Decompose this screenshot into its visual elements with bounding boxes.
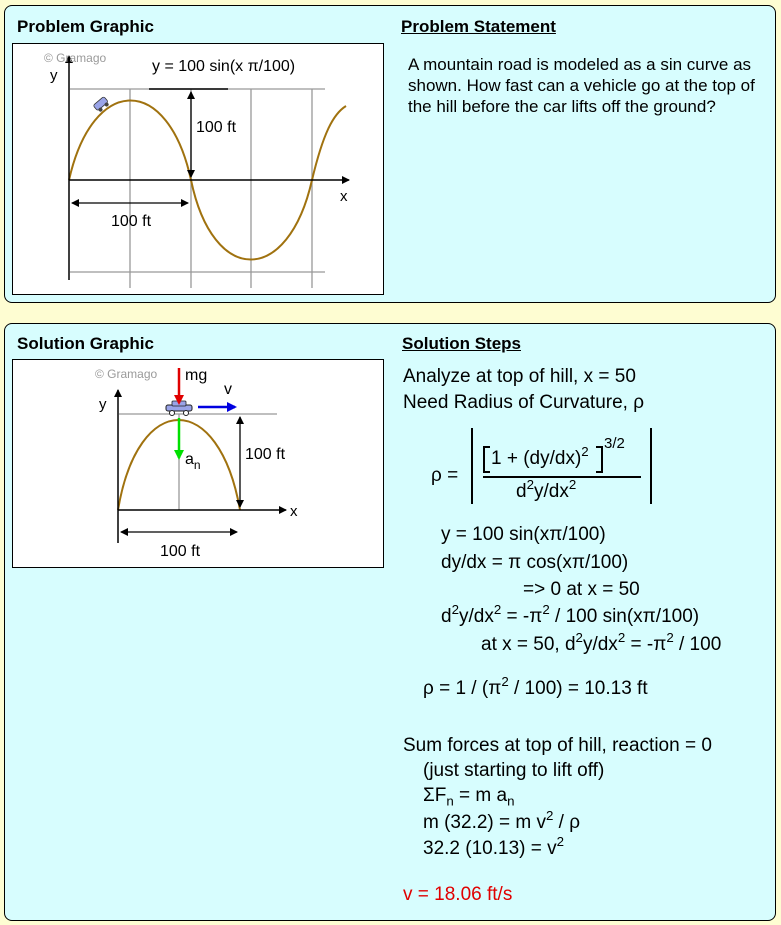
rho-equals: ρ = bbox=[431, 465, 459, 486]
width-label: 100 ft bbox=[111, 213, 152, 230]
step-analyze: Analyze at top of hill, x = 50 bbox=[403, 366, 636, 387]
step-sum-forces: Sum forces at top of hill, reaction = 0 bbox=[403, 735, 712, 756]
step-calc: 32.2 $(10.13) = v^2$ bbox=[423, 834, 565, 859]
bracket-left bbox=[483, 446, 485, 473]
height-label: 100 ft bbox=[196, 119, 237, 136]
acceleration-label: $a_n$ bbox=[185, 451, 201, 472]
bracket-right bbox=[601, 446, 603, 473]
fraction-line bbox=[483, 476, 641, 478]
step-lift-off: (just starting to lift off) bbox=[423, 760, 605, 781]
step-zero: => 0 at x = 50 bbox=[523, 579, 640, 600]
copyright-text: © Gramago bbox=[95, 367, 158, 381]
weight-label: mg bbox=[185, 367, 208, 384]
solution-height-label: 100 ft bbox=[245, 446, 286, 463]
problem-diagram bbox=[12, 43, 384, 295]
step-dydx: dy/dx = π cos(xπ/100) bbox=[441, 552, 629, 573]
step-m-eq: m (32.2) = m $v^2$ / ρ bbox=[423, 808, 581, 833]
abs-bar-right bbox=[650, 428, 652, 504]
copyright-text: © Gramago bbox=[44, 51, 107, 65]
step-at-50: at x = 50, $d^2y/dx^2 = -\pi^2 / 100$ bbox=[481, 630, 722, 655]
velocity-label: v bbox=[224, 381, 232, 398]
step-sigma: $\Sigma F_n = m$ $a_n$ bbox=[423, 785, 515, 809]
step-d2: $d^2y/dx^2 = -\pi^2 / 100$ sin(xπ/100) bbox=[441, 602, 700, 627]
solution-graphic-heading: Solution Graphic bbox=[17, 334, 154, 353]
problem-statement-text: A mountain road is modeled as a sin curve as shown. How fast can a vehicle go at the top of the hill before the car lifts off the ground? bbox=[408, 55, 755, 116]
solution-diagram-svg bbox=[13, 360, 383, 567]
problem-statement-heading: Problem Statement bbox=[401, 17, 556, 36]
answer: v = 18.06 ft/s bbox=[403, 884, 513, 905]
equation-label: y = 100 sin(x π/100) bbox=[152, 58, 296, 75]
solution-diagram bbox=[12, 359, 384, 568]
y-axis-label: y bbox=[50, 67, 58, 84]
formula-numerator: $1 + (dy/dx)^2$ bbox=[491, 444, 589, 469]
step-rho-value: $\rho = 1 / (\pi^2 / 100) = 10.13$ ft bbox=[423, 674, 648, 699]
step-y-eq: y = 100 sin(xπ/100) bbox=[441, 524, 606, 545]
formula-denominator: $d^2y/dx^2$ bbox=[516, 477, 577, 502]
car-icon bbox=[93, 96, 110, 113]
problem-panel bbox=[4, 5, 776, 303]
formula-power: 3/2 bbox=[604, 435, 625, 452]
problem-diagram-svg bbox=[13, 44, 383, 294]
solution-x-axis-label: x bbox=[290, 503, 298, 520]
step-radius: Need Radius of Curvature, ρ bbox=[403, 392, 645, 413]
problem-graphic-heading: Problem Graphic bbox=[17, 17, 154, 36]
solution-steps bbox=[403, 324, 773, 914]
abs-bar-left bbox=[471, 428, 473, 504]
x-axis-label: x bbox=[340, 188, 348, 205]
solution-y-axis-label: y bbox=[99, 396, 107, 413]
solution-width-label: 100 ft bbox=[160, 543, 201, 560]
solution-steps-heading: Solution Steps bbox=[402, 334, 521, 353]
solution-panel bbox=[4, 323, 776, 921]
car-icon bbox=[166, 401, 192, 416]
